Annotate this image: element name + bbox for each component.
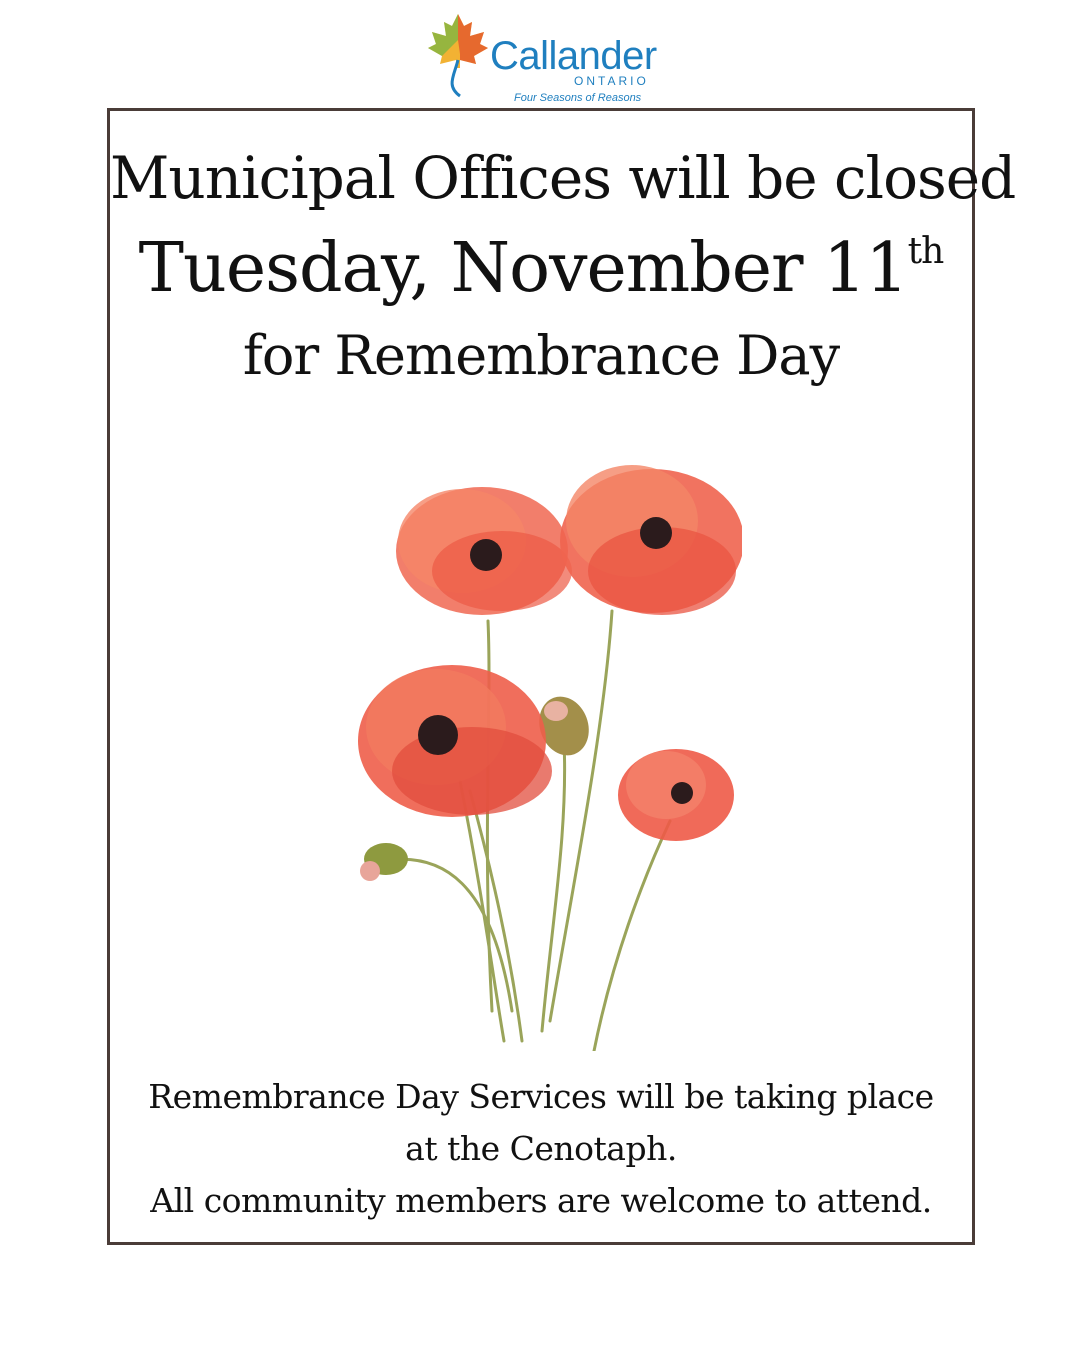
service-line-1: Remembrance Day Services will be taking place <box>148 1077 934 1116</box>
logo-tagline: Four Seasons of Reasons <box>514 92 642 104</box>
callander-logo <box>424 10 664 108</box>
service-line-2: at the Cenotaph. <box>405 1129 677 1168</box>
closure-date-suffix: th <box>907 231 944 272</box>
poppy-flower-middle <box>358 665 552 817</box>
poppy-flower-top-left <box>396 487 572 615</box>
poppy-flower-small <box>618 749 734 841</box>
service-line-3: All community members are welcome to attend. <box>150 1181 932 1220</box>
maple-leaf-icon <box>424 10 494 100</box>
closure-heading: Municipal Offices will be closed <box>110 144 1016 212</box>
logo-name: Callander <box>490 34 657 78</box>
closure-reason: for Remembrance Day <box>242 324 840 387</box>
logo-province: ONTARIO <box>574 74 649 88</box>
closure-date <box>110 229 972 309</box>
poppy-bud-left <box>360 843 408 881</box>
notice-frame <box>107 108 1016 1245</box>
closure-date-main: Tuesday, November 11 <box>138 229 908 308</box>
poppy-flower-top-right <box>560 465 742 615</box>
poppy-illustration <box>342 451 742 1051</box>
